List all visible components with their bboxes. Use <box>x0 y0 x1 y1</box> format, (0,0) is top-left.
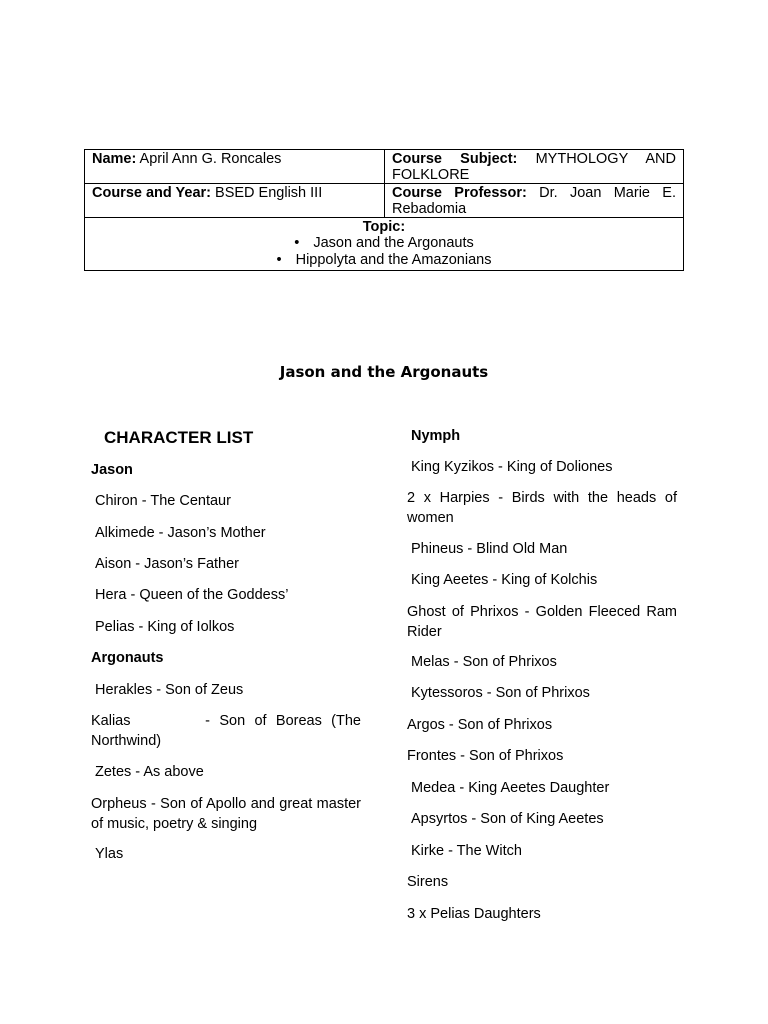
topic-list <box>92 235 676 269</box>
course-subject-label: Course Subject: <box>392 151 518 167</box>
character-item: Frontes - Son of Phrixos <box>407 748 564 764</box>
course-year-value: BSED English III <box>211 185 323 201</box>
character-item: Apsyrtos - Son of King Aeetes <box>411 811 604 827</box>
topic-cell <box>85 218 684 271</box>
character-item: 2 x Harpies - Birds with the heads of women <box>407 490 677 526</box>
name-cell <box>85 150 385 184</box>
character-item: Aison - Jason’s Father <box>95 556 239 572</box>
character-item: Herakles - Son of Zeus <box>95 682 244 698</box>
character-item: Chiron - The Centaur <box>95 493 231 509</box>
topic-item: • Jason and the Argonauts <box>92 235 676 252</box>
character-item: Pelias - King of Iolkos <box>95 619 235 635</box>
course-professor-value: Dr. Joan Marie E. Rebadomia <box>392 185 676 217</box>
document-title: Jason and the Argonauts <box>279 363 489 381</box>
character-list-heading: CHARACTER LIST <box>104 428 254 447</box>
group-heading-argonauts: Argonauts <box>91 650 164 666</box>
info-row-2 <box>85 184 684 218</box>
topic-label: Topic: <box>362 219 406 235</box>
character-item: Kalias - Son of Boreas (The Northwind) <box>91 713 366 749</box>
name-label: Name: <box>92 151 137 167</box>
character-item: Ylas <box>95 846 124 862</box>
character-item: Ghost of Phrixos - Golden Fleeced Ram Rider <box>407 604 677 640</box>
course-professor-cell <box>385 184 684 218</box>
course-professor-label: Course Professor: <box>392 185 527 201</box>
name-value: April Ann G. Roncales <box>136 151 282 167</box>
character-item: Orpheus - Son of Apollo and great master of music, poetry & singing <box>91 796 361 832</box>
character-item: Sirens <box>407 874 449 890</box>
character-item: Kirke - The Witch <box>411 843 522 859</box>
course-year-cell <box>85 184 385 218</box>
course-info-table <box>84 149 684 271</box>
character-item: Alkimede - Jason’s Mother <box>95 525 266 541</box>
character-item: Melas - Son of Phrixos <box>411 654 557 670</box>
course-year-label: Course and Year: <box>92 185 212 201</box>
info-row-3 <box>85 218 684 271</box>
character-item: Zetes - As above <box>95 764 204 780</box>
character-item: King Aeetes - King of Kolchis <box>411 572 598 588</box>
character-item: Hera - Queen of the Goddess’ <box>95 587 289 603</box>
character-item: King Kyzikos - King of Doliones <box>411 459 613 475</box>
character-item: Kytessoros - Son of Phrixos <box>411 685 590 701</box>
group-heading-jason: Jason <box>91 462 133 478</box>
character-item: Medea - King Aeetes Daughter <box>411 780 610 796</box>
character-item: Argos - Son of Phrixos <box>407 717 553 733</box>
course-subject-cell <box>385 150 684 184</box>
course-subject-value: MYTHOLOGY AND FOLKLORE <box>392 151 676 183</box>
group-heading-nymph: Nymph <box>411 428 461 444</box>
info-row-1 <box>85 150 684 184</box>
character-item: Phineus - Blind Old Man <box>411 541 568 557</box>
topic-item: • Hippolyta and the Amazonians <box>92 252 676 269</box>
character-item: 3 x Pelias Daughters <box>407 906 541 922</box>
